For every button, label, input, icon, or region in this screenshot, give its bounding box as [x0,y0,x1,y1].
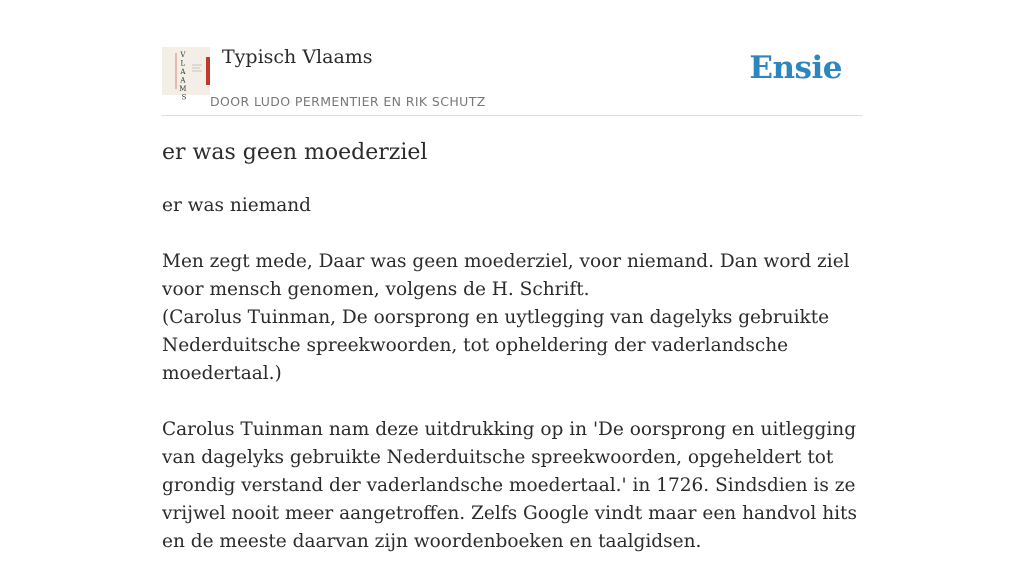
quote [162,248,862,388]
ensie-logo-link[interactable]: Ensie [749,50,842,86]
book-cover-logo-icon[interactable] [162,47,210,102]
source-title[interactable]: Typisch Vlaams [222,46,373,68]
logo-letter: V [180,51,186,59]
source-author: DOOR LUDO PERMENTIER EN RIK SCHUTZ [210,94,486,109]
logo-letter: A [180,76,186,85]
logo-letter: A [180,68,186,76]
headword: er was geen moederziel [162,140,428,165]
entry-card [162,0,862,552]
logo-letter: M [179,85,187,93]
logo-letter: S [181,93,187,102]
quote-text: Men zegt mede, Daar was geen moederziel, voor niemand. Dan word ziel voor mensch genomen, volgens de H. Schrift. [162,251,850,300]
header-divider [162,115,862,116]
explanation: Carolus Tuinman nam deze uitdrukking op in 'De oorsprong en uitlegging van dagelyks gebruikte Nederduitsche spreekwoorden, opgeheldert tot grondig verstand der vaderlandsche moedertaal.' in 1726. Sindsdien is ze vrijwel nooit meer aangetroffen. Zelfs Google vindt maar een handvol hits en de meeste daarvan zijn woordenboeken en taalgidsen. [162,419,857,552]
quote-citation: (Carolus Tuinman, De oorsprong en uytlegging van dagelyks gebruikte Nederduitsche spreekwoorden, tot opheldering der vaderlandsche moedertaal.) [162,307,830,384]
entry-content [162,192,862,584]
logo-letter: L [180,59,186,68]
definition: er was niemand [162,195,312,216]
